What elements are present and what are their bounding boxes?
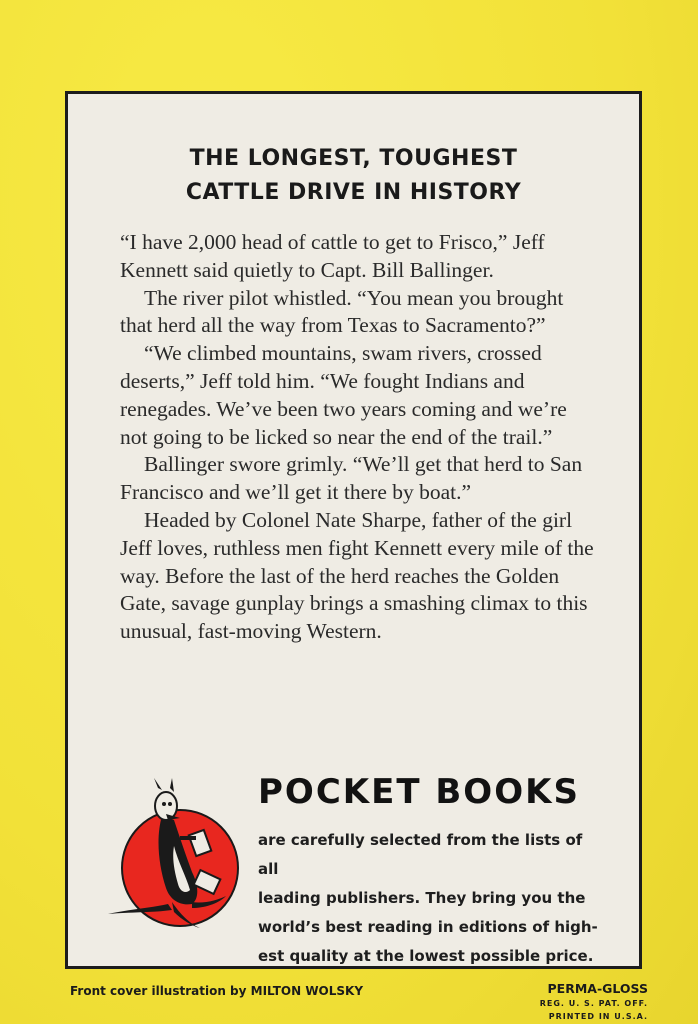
publisher-description	[258, 826, 598, 971]
blurb-paragraph: “We climbed mountains, swam rivers, crossed deserts,” Jeff told him. “We fought Indians and renegades. We’ve been two years coming and we’re not going to be licked so near the end of the trail.”	[120, 341, 567, 449]
kangaroo-reading-logo-icon	[100, 776, 240, 946]
blurb-paragraph: “I have 2,000 head of cattle to get to Frisco,” Jeff Kennett said quietly to Capt. Bill Ballinger.	[120, 230, 545, 282]
patent-notice: REG. U. S. PAT. OFF.	[539, 999, 648, 1008]
blurb-paragraph: Headed by Colonel Nate Sharpe, father of the girl Jeff loves, ruthless men fight Kennett every mile of the way. Before the last of the herd reaches the Golden Gate, savage gunplay brings a smashing climax to this unusual, fast-moving Western.	[120, 507, 594, 644]
perma-gloss-label: PERMA-GLOSS	[547, 981, 648, 996]
headline-line-1: THE LONGEST, TOUGHEST	[189, 146, 518, 171]
perma-gloss-mark	[540, 980, 648, 1023]
publisher-line: leading publishers. They bring you the	[258, 889, 586, 907]
publisher-name: POCKET BOOKS	[258, 772, 580, 812]
headline-line-2: CATTLE DRIVE IN HISTORY	[185, 180, 522, 205]
cover-illustration-credit: Front cover illustration by MILTON WOLSKY	[70, 984, 364, 998]
publisher-line: est quality at the lowest possible price.	[258, 947, 594, 965]
blurb-panel	[65, 91, 642, 969]
printed-notice: PRINTED IN U.S.A.	[548, 1012, 648, 1021]
blurb-text	[120, 229, 598, 646]
publisher-line: are carefully selected from the lists of all	[258, 831, 583, 878]
headline	[68, 142, 639, 210]
blurb-paragraph: Ballinger swore grimly. “We’ll get that herd to San Francisco and we’ll get it there by boat.”	[120, 452, 583, 505]
blurb-paragraph: The river pilot whistled. “You mean you brought that herd all the way from Texas to Sacramento?”	[120, 285, 564, 338]
publisher-line: world’s best reading in editions of high-	[258, 918, 598, 936]
